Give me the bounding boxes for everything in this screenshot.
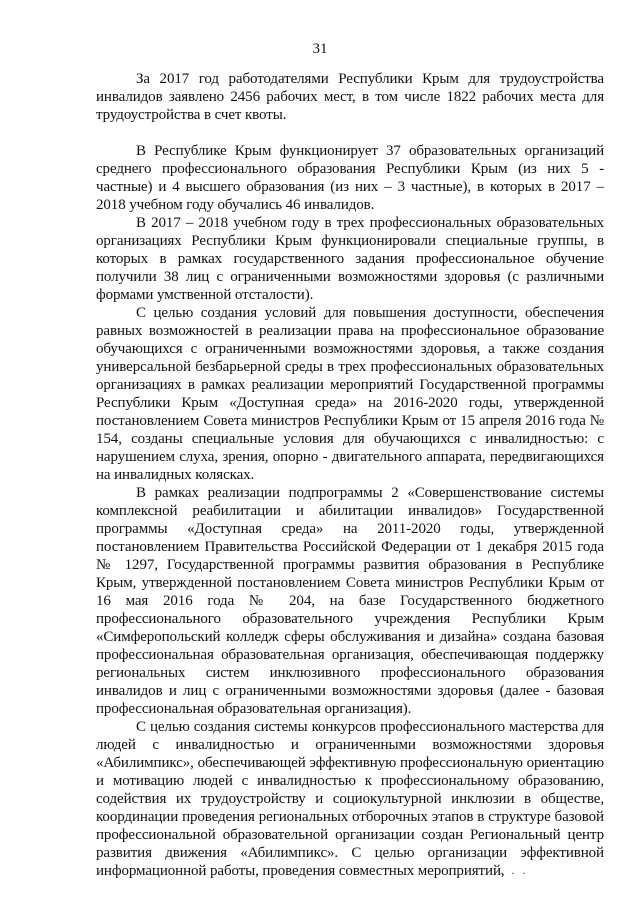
paragraph-education-orgs: В Республике Крым функционирует 37 образовательных организаций среднего профессионального образования Республики Крым (из них 5 - частные) и 4 высшего образования (из них – 3 частные), в которых в 2017 – 2018 учебном году обучались 46 инвалидов.: [96, 143, 604, 213]
paragraph-rehabilitation-program: В рамках реализации подпрограммы 2 «Совершенствование системы комплексной реабилитации и абилитации инвалидов» Государственной программы «Доступная среда» на 2011-2020 годы, утвержденной постановлением Правительства Российской Федерации от 1 декабря 2015 года № 1297, Государственной программы развития образования в Республике Крым, утвержденной постановлением Совета министров Республики Крым от 16 мая 2016 года № 204, на базе Государственного бюджетного профессионального образовательного учреждения Республики Крым «Симферопольский колледж сферы обслуживания и дизайна» создана базовая профессиональная образовательная организация, обеспечивающая поддержку региональных систем инклюзивного профессионального образования инвалидов и лиц с ограниченными возможностями здоровья (далее - базовая профессиональная образовательная организация).: [96, 485, 604, 717]
paragraph-special-groups: В 2017 – 2018 учебном году в трех профессиональных образовательных организациях Республики Крым функционировали специальные группы, в которых в рамках государственного задания профессиональное обучение получили 38 лиц с ограниченными возможностями здоровья (с различными формами умственной отсталости).: [96, 215, 604, 303]
paragraph-abilympics: С целью создания системы конкурсов профессионального мастерства для людей с инвалидностью и ограниченными возможностями здоровья «Абилимпикс», обеспечивающей эффективную профессиональную ориентацию и мотивацию людей с инвалидностью к профессиональному образованию, содействия их трудоустройству и социокультурной инклюзии в обществе, координации проведения региональных отборочных этапов в структуре базовой профессиональной образовательной организации создан Региональный центр развития движения «Абилимпикс». С целью организации эффективной информационной работы, проведения совместных мероприятий,: [96, 719, 604, 879]
scan-artifact-marks: · · ·: [500, 866, 528, 880]
page-number: 31: [312, 41, 328, 57]
paragraph-employment: За 2017 год работодателями Республики Крым для трудоустройства инвалидов заявлено 2456 рабочих мест, в том числе 1822 рабочих места для трудоустройства в счет квоты.: [96, 71, 604, 123]
document-body: [96, 70, 604, 880]
paragraph-accessible-environment: С целью создания условий для повышения доступности, обеспечения равных возможностей в реализации права на профессиональное образование обучающихся с ограниченными возможностями здоровья, а также создания универсальной безбарьерной среды в трех профессиональных образовательных организациях в рамках реализации мероприятий Государственной программы Республики Крым «Доступная среда» на 2016-2020 годы, утвержденной постановлением Совета министров Республики Крым от 15 апреля 2016 года № 154, созданы специальные условия для обучающихся с инвалидностью: с нарушением слуха, зрения, опорно - двигательного аппарата, передвигающихся на инвалидных колясках.: [96, 305, 604, 483]
